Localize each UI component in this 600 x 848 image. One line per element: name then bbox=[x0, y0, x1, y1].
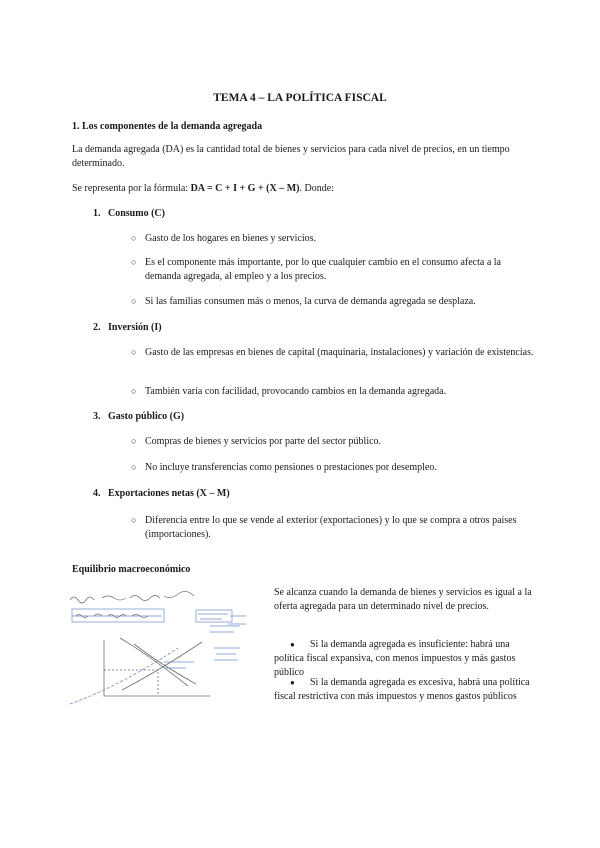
list-item: No incluye transferencias como pensiones o prestaciones por desempleo. bbox=[145, 462, 437, 473]
list-item: Gasto de las empresas en bienes de capital (maquinaria, instalaciones) y variación de existencias. bbox=[145, 347, 534, 358]
intro-paragraph: La demanda agregada (DA) es la cantidad total de bienes y servicios para cada nivel de precios, en un tiempo determinado. bbox=[72, 144, 510, 169]
formula-line bbox=[72, 182, 542, 196]
bullet-icon: ○ bbox=[131, 436, 137, 446]
bullet-icon: ○ bbox=[131, 296, 137, 306]
bullet-icon: ○ bbox=[131, 347, 137, 357]
item-label-consumo: Consumo (C) bbox=[108, 208, 165, 219]
item-number: 2. bbox=[93, 322, 101, 333]
ad-as-graph bbox=[70, 638, 210, 704]
item-number: 3. bbox=[93, 411, 101, 422]
list-item: También varía con facilidad, provocando cambios en la demanda agregada. bbox=[145, 386, 447, 397]
bullet-icon: ○ bbox=[131, 386, 137, 396]
bullet-icon: ○ bbox=[131, 257, 137, 267]
bullet-icon: ○ bbox=[131, 462, 137, 472]
list-item: Si las familias consumen más o menos, la curva de demanda agregada se desplaza. bbox=[145, 296, 476, 307]
page-title: TEMA 4 – LA POLÍTICA FISCAL bbox=[213, 92, 387, 104]
formula: DA = C + I + G + (X – M) bbox=[190, 183, 300, 194]
item-label-inversion: Inversión (I) bbox=[108, 322, 162, 333]
item-number: 4. bbox=[93, 488, 101, 499]
list-item: Si la demanda agregada es insuficiente: habrá una política fiscal expansiva, con menos impuestos y más gastos público bbox=[274, 639, 516, 678]
formula-suffix: . Donde: bbox=[299, 183, 334, 194]
list-item: Compras de bienes y servicios por parte del sector público. bbox=[145, 436, 382, 447]
item-number: 1. bbox=[93, 208, 101, 219]
equilibrium-text: Se alcanza cuando la demanda de bienes y servicios es igual a la oferta agregada para un determinado nivel de precios. bbox=[274, 587, 532, 612]
bullet-icon: ○ bbox=[131, 233, 137, 243]
list-item: Gasto de los hogares en bienes y servicios. bbox=[145, 233, 317, 244]
item-label-exportaciones: Exportaciones netas (X – M) bbox=[108, 488, 230, 499]
subsection-heading: Equilibrio macroeconómico bbox=[72, 564, 191, 575]
list-item: Diferencia entre lo que se vende al exterior (exportaciones) y lo que se compra a otros países (importaciones). bbox=[145, 515, 517, 540]
bullet-dot-icon: ● bbox=[290, 678, 295, 687]
bullet-icon: ○ bbox=[131, 515, 137, 525]
handwritten-notes bbox=[70, 591, 246, 660]
handwritten-graph-image bbox=[60, 586, 272, 714]
section-heading: 1. Los componentes de la demanda agregada bbox=[72, 121, 263, 132]
list-item: Si la demanda agregada es excesiva, habrá una política fiscal restrictiva con más impuestos y menos gastos públicos bbox=[274, 677, 530, 702]
item-label-gasto-publico: Gasto público (G) bbox=[108, 411, 185, 422]
formula-prefix: Se representa por la fórmula: bbox=[72, 183, 189, 194]
list-item: Es el componente más importante, por lo que cualquier cambio en el consumo afecta a la demanda agregada, al empleo y a los precios. bbox=[145, 257, 501, 282]
bullet-dot-icon: ● bbox=[290, 640, 295, 649]
